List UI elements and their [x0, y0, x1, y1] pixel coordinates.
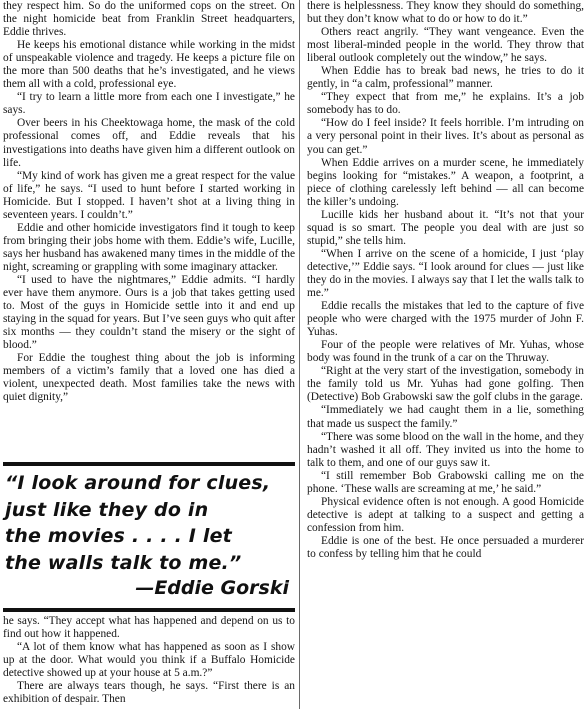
paragraph: Eddie and other homicide investigators find it tough to keep from bringing their jobs home with them. Eddie’s wife, Lucille, says her husband has awakened many times in the middle of the night, screaming or grappling with some imaginary attacker. — [3, 221, 295, 273]
paragraph: “My kind of work has given me a great respect for the value of life,” he says. “I used to hunt before I started working in Homicide. But I stopped. I haven’t shot at a living thing in seventeen years. I couldn’t.” — [3, 169, 295, 221]
paragraph: Four of the people were relatives of Mr. Yuhas, whose body was found in the trunk of a car on the Thruway. — [307, 339, 584, 365]
paragraph: “Right at the very start of the investigation, somebody in the family told us Mr. Yuhas had gone golfing. Then (Detective) Bob Grabowski saw the golf clubs in the garage. — [307, 365, 584, 404]
left-column-continued — [3, 615, 295, 706]
paragraph: “There was some blood on the wall in the home, and they hadn’t washed it all off. They invited us into the home to talk to them, and one of our guys saw it. — [307, 430, 584, 469]
pull-quote-text — [5, 470, 295, 576]
paragraph: “How do I feel inside? It feels horrible. I’m intruding on a very personal point in their lives. It’s about as personal as you can get.” — [307, 117, 584, 156]
pull-quote-attribution: —Eddie Gorski — [135, 577, 289, 599]
pull-quote-line: the walls talk to me.” — [5, 551, 242, 574]
paragraph: “I used to have the nightmares,” Eddie admits. “I hardly ever have them anymore. Ours is a job that takes getting used to. Most of the guys in Homicide settle into it and end up staying in the squad for years. But I’ve seen guys who quit after six months — they couldn’t stand the misery or the sight of blood.” — [3, 273, 295, 352]
paragraph: When Eddie has to break bad news, he tries to do it gently, in “a calm, professional” manner. — [307, 65, 584, 91]
paragraph: “Immediately we had caught them in a lie, something that made us suspect the family.” — [307, 404, 584, 430]
pull-quote — [3, 462, 295, 612]
paragraph: “A lot of them know what has happened as soon as I show up at the door. What would you think if a Buffalo Homicide detective showed up at your house at 5 a.m.?” — [3, 641, 295, 680]
paragraph: For Eddie the toughest thing about the job is informing members of a victim’s family that a loved one has died a violent, unexpected death. Most families take the news with quiet dignity,” — [3, 352, 295, 404]
pull-quote-line: just like they do in — [5, 498, 209, 521]
paragraph: “I still remember Bob Grabowski calling me on the phone. ‘These walls are screaming at me,’ he said.” — [307, 469, 584, 495]
column-divider — [299, 0, 300, 709]
paragraph: he says. “They accept what has happened and depend on us to find out how it happened. — [3, 615, 295, 641]
pull-quote-line: “I look around for clues, — [5, 472, 271, 494]
paragraph: When Eddie arrives on a murder scene, he immediately begins looking for “mistakes.” A weapon, a footprint, a piece of clothing carelessly left behind — all can become the killer’s undoing. — [307, 156, 584, 208]
pull-quote-line: the movies . . . . I let — [5, 525, 232, 547]
paragraph: there is helplessness. They know they should do something, but they don’t know what to do or how to do it.” — [307, 0, 584, 26]
paragraph: He keeps his emotional distance while working in the midst of unspeakable violence and tragedy. He keeps a picture file on the more than 500 deaths that he’s investigated, and he views them all with a cold, professional eye. — [3, 39, 295, 91]
paragraph: There are always tears though, he says. “First there is an exhibition of despair. Then — [3, 680, 295, 706]
paragraph: they respect him. So do the uniformed cops on the street. On the night homicide beat from Franklin Street headquarters, Eddie thrives. — [3, 0, 295, 39]
paragraph: “When I arrive on the scene of a homicide, I just ‘play detective,’” Eddie says. “I look around for clues — just like they do in the movies. I always say that I let the walls talk to me.” — [307, 247, 584, 300]
paragraph: Eddie recalls the mistakes that led to the capture of five people who were charged with the 1975 murder of John F. Yuhas. — [307, 300, 584, 339]
paragraph: “I try to learn a little more from each one I investigate,” he says. — [3, 91, 295, 117]
right-column — [307, 0, 584, 561]
paragraph: Eddie is one of the best. He once persuaded a murderer to confess by telling him that he could — [307, 534, 584, 560]
paragraph: Lucille kids her husband about it. “It’s not that your squad is so smart. The people you deal with are just so stupid,” she tells him. — [307, 208, 584, 247]
paragraph: Physical evidence often is not enough. A good Homicide detective is adept at talking to a suspect and getting a confession from him. — [307, 495, 584, 534]
paragraph: Over beers in his Cheektowaga home, the mask of the cold professional comes off, and Eddie reveals that his investigations into deaths have given him a different outlook on life. — [3, 117, 295, 169]
left-column — [3, 0, 295, 404]
paragraph: “They expect that from me,” he explains. It’s a job somebody has to do. — [307, 91, 584, 117]
paragraph: Others react angrily. “They want vengeance. Even the most liberal-minded people in the world. They throw that liberal outlook completely out the window,” he says. — [307, 26, 584, 65]
